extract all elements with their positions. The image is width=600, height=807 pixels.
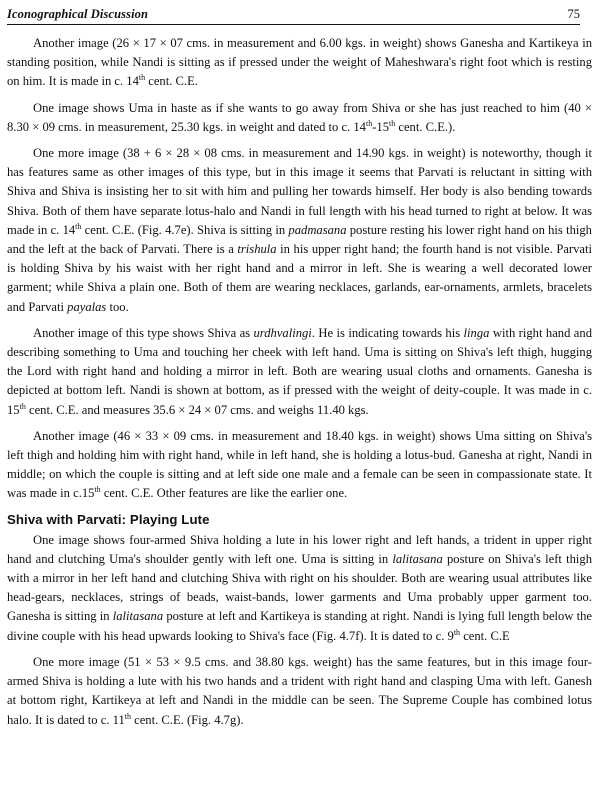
section-heading: Shiva with Parvati: Playing Lute — [7, 511, 210, 527]
body-paragraph — [7, 144, 592, 317]
italic-term: urdhvalingi — [253, 325, 312, 340]
italic-term: payalas — [67, 299, 107, 314]
running-head-title: Iconographical Discussion — [7, 7, 149, 21]
ordinal-superscript: th — [94, 485, 101, 495]
text-run: One image shows four-armed Shiva holding a lute in his lower right and left hands, a trident in upper right hand and clutching Uma's shoulder gently with left one. Uma is sitting in — [7, 532, 592, 566]
page-body — [7, 34, 592, 730]
text-run: cent. C.E. (Fig. 4.7g). — [130, 712, 244, 727]
italic-term: lalitasana — [392, 551, 443, 566]
text-run: . He is indicating towards his — [311, 325, 464, 340]
section-paragraph — [7, 531, 592, 646]
text-run: too. — [106, 299, 129, 314]
running-header — [7, 4, 580, 25]
ordinal-superscript: th — [19, 401, 26, 411]
ordinal-superscript: th — [453, 627, 461, 637]
text-run: cent. C.E. (Fig. 4.7e). Shiva is sitting in — [81, 222, 289, 237]
body-paragraph — [7, 324, 592, 420]
ordinal-superscript: th — [365, 118, 373, 128]
italic-term: trishula — [237, 242, 277, 257]
page-number: 75 — [567, 7, 580, 21]
text-run: cent. C.E — [460, 628, 510, 643]
text-run: posture on Shiva's left thigh with a mirror in her left hand and clutching Shiva with right on his shoulder. Both are wearing usual attributes like head-gears, necklaces, strings of beads, waist-bands, lower garments and Uma probably upper garment too. Ganesha is sitting in — [7, 551, 592, 624]
ordinal-superscript: th — [389, 118, 396, 128]
text-run: cent. C.E. Other features are like the earlier one. — [100, 486, 348, 501]
text-run: One more image (51 × 53 × 9.5 cms. and 38.80 kgs. weight) has the same features, but in this image four-armed Shiva is holding a lute with his two hands and a trident with right hand and clasping Uma with left. Ganesh at bottom right, Kartikeya at left and Nandi in the middle can be seen. The Supreme Couple has combined lotus halo. It is dated to c. 11 — [7, 654, 592, 727]
text-run: One image shows Uma in haste as if she wants to go away from Shiva or she has just reached to him (40 × 8.30 × 09 cms. in measurement, 25.30 kgs. in weight and dated to c. 14 — [7, 100, 592, 134]
text-run: with right hand and describing something to Uma and touching her cheek with left hand. Uma is sitting on Shiva's left thigh, hugging the Lord with right hand and holding a mirror in left. Both are wearing usual cloths and ornaments. Ganesha is depicted at bottom left. Nandi is shown at bottom, as if pressed with the weight of deity-couple. It was made in c. 15 — [7, 325, 592, 417]
text-run: posture resting his lower right hand on his thigh and the left at the back of Parvati. There is a — [7, 222, 592, 257]
text-run: Another image (26 × 17 × 07 cms. in measurement and 6.00 kgs. in weight) shows Ganesha and Kartikeya in standing position, while Nandi is sitting as if pressed under the weight of Maheshwara's right foot which is resting on him. It is made in c. 14 — [7, 36, 592, 89]
text-run: cent. C.E. — [145, 74, 198, 89]
ordinal-superscript: th — [75, 221, 82, 231]
text-run: -15 — [372, 119, 389, 134]
text-run: posture at left and Kartikeya is standing at right. Nandi is lying full length below the divine couple with his head upwards looking to Shiva's face (Fig. 4.7f). It is dated to c. 9 — [7, 609, 592, 643]
body-paragraph — [7, 34, 592, 92]
body-paragraph — [7, 99, 592, 137]
text-run: in his upper right hand; the fourth hand is not visible. Parvati is holding Shiva by his waist with her right hand and a mirror in left. She is wearing a well decorated lower garment; while Shiva a plain one. Both of them are wearing necklaces, garlands, ear-ornaments, armlets, bracelets and Parvati — [7, 242, 592, 314]
italic-term: padmasana — [288, 222, 347, 237]
body-paragraph — [7, 427, 592, 504]
text-run: One more image (38 + 6 × 28 × 08 cms. in measurement and 14.90 kgs. in weight) is noteworthy, though it has features same as other images of this type, but in this image it seems that Parvati is reluctant in sitting with Shiva and Shiva is insisting her to sit with him and pulling her towards himself. Her body is also bending towards Shiva. Both of them have separate lotus-halo and Nandi in full length with his head turned to right at below. It was made in c. 14 — [7, 146, 592, 237]
ordinal-superscript: th — [124, 711, 131, 721]
section-paragraph — [7, 653, 592, 730]
italic-term: linga — [463, 325, 490, 340]
text-run: cent. C.E. and measures 35.6 × 24 × 07 cms. and weighs 11.40 kgs. — [25, 402, 369, 417]
ordinal-superscript: th — [138, 73, 146, 83]
text-run: Another image of this type shows Shiva as — [33, 325, 254, 340]
text-run: Another image (46 × 33 × 09 cms. in measurement and 18.40 kgs. in weight) shows Uma sitting on Shiva's left thigh and holding him with right hand, while in left hand, she is holding a lotus-bud. Ganesha at right, Nandi in middle; on which the couple is sitting and at left side one male and a female can be seen in compassionate state. It was made in c.15 — [7, 428, 592, 501]
text-run: cent. C.E.). — [395, 119, 456, 134]
italic-term: lalitasana — [112, 609, 164, 624]
